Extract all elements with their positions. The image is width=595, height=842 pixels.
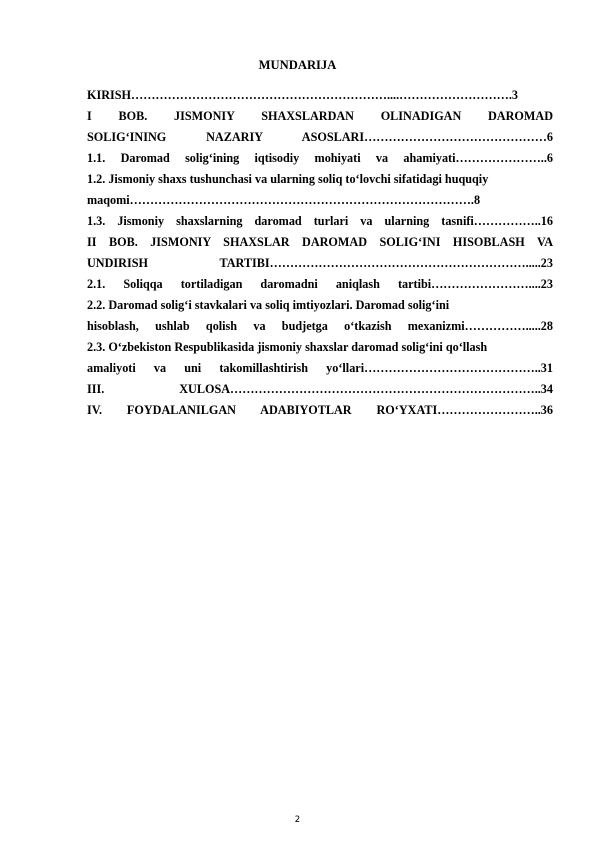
- toc-line: KIRISH………………………………………………………....……………………….3: [87, 88, 518, 102]
- page-number: 2: [294, 815, 301, 825]
- toc-line: 1.3. Jismoniy shaxslarning daromad turlari va ularning tasnifi……………..16: [87, 214, 553, 228]
- toc-line: SOLIG‘INING NAZARIY ASOSLARI………………………………………6: [87, 130, 553, 144]
- toc-line: 2.3. O‘zbekiston Respublikasida jismoniy shaxslar daromad solig‘ini qo‘llash: [87, 340, 488, 354]
- page-title: MUNDARIJA: [258, 58, 337, 72]
- toc-line: 1.2. Jismoniy shaxs tushunchasi va ularning soliq to‘lovchi sifatidagi huquqiy: [87, 172, 489, 186]
- toc-line: II BOB. JISMONIY SHAXSLAR DAROMAD SOLIG‘INI HISOBLASH VA: [87, 235, 553, 249]
- toc-line: maqomi………………………………………………………………………….8: [87, 193, 481, 207]
- toc-line: UNDIRISH TARTIBI……………………………………………………….....23: [87, 256, 553, 270]
- toc-line: hisoblash, ushlab qolish va budjetga o‘tkazish mexanizmi…………….....28: [87, 319, 553, 333]
- toc-line: amaliyoti va uni takomillashtirish yo‘llari……………………………………..31: [87, 361, 553, 375]
- toc-line: IV. FOYDALANILGAN ADABIYOTLAR RO‘YXATI……………………..36: [87, 403, 553, 417]
- toc-line: I BOB. JISMONIY SHAXSLARDAN OLINADIGAN DAROMAD: [87, 109, 553, 123]
- toc-line: 2.1. Soliqqa tortiladigan daromadni aniqlash tartibi……………………....23: [87, 277, 553, 291]
- table-of-contents: [87, 85, 553, 421]
- toc-line: 2.2. Daromad solig‘i stavkalari va soliq imtiyozlari. Daromad solig‘ini: [87, 298, 450, 312]
- toc-line: III. XULOSA…………………………………………………………………..34: [87, 382, 553, 396]
- toc-line: 1.1. Daromad solig‘ining iqtisodiy mohiyati va ahamiyati…………………..6: [87, 151, 553, 165]
